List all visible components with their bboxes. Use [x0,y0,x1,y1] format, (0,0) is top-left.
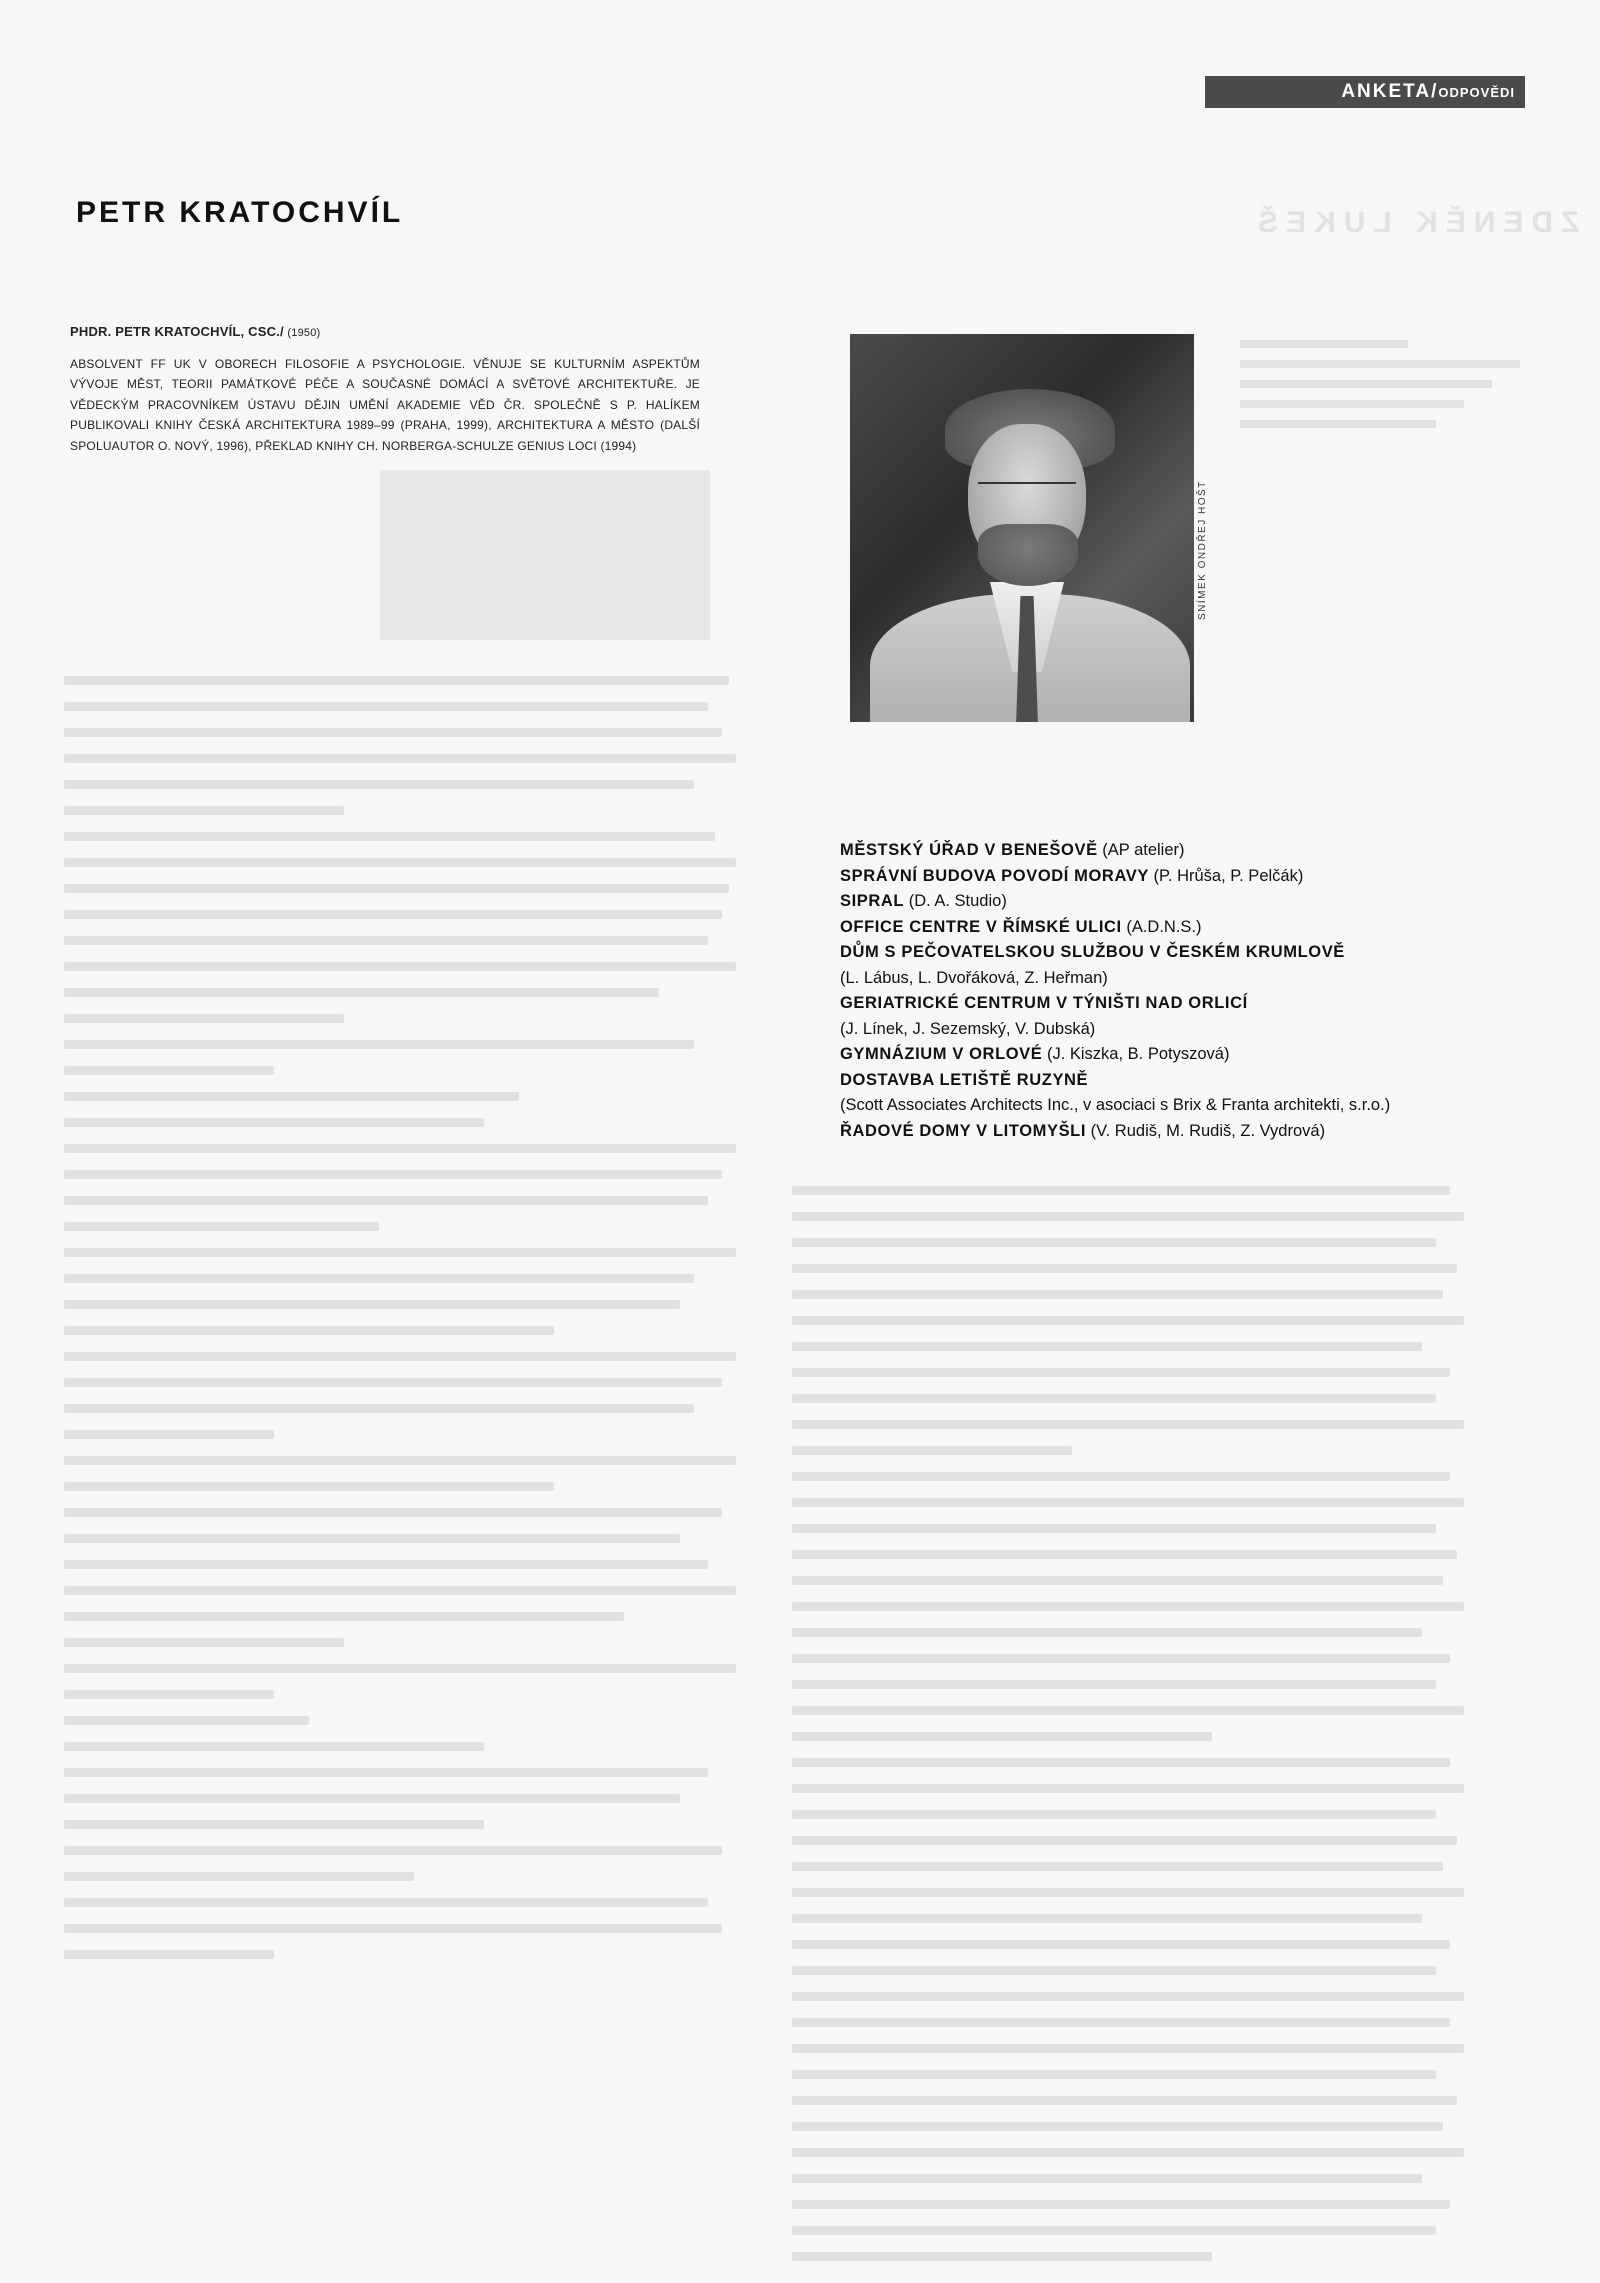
project-credit-line: (J. Línek, J. Sezemský, V. Dubská) [840,1019,1096,1038]
project-item: SIPRAL (D. A. Studio) [840,892,1007,910]
section-label-sub: ODPOVĚDI [1438,84,1515,100]
page-title: PETR KRATOCHVÍL [76,196,404,229]
bio-text: ABSOLVENT FF UK V OBORECH FILOSOFIE A PSYCHOLOGIE. VĚNUJE SE KULTURNÍM ASPEKTŮM VÝVOJE MĚST, TEORII PAMÁTKOVÉ PÉČE A SOUČASNÉ DOMÁCÍ A SVĚTOVÉ ARCHITEKTUŘE. JE VĚDECKÝM PRACOVNÍKEM ÚSTAVU DĚJIN UMĚNÍ AKADEMIE VĚD ČR. SPOLEČNĚ S P. HALÍKEM PUBLIKOVALI KNIHY ČESKÁ ARCHITEKTURA 1989–99 (PRAHA, 1999), ARCHITEKTURA A MĚSTO (DALŠÍ SPOLUAUTOR O. NOVÝ, 1996), PŘEKLAD KNIHY CH. NORBERGA-SCHULZE GENIUS LOCI (1994) [70,356,700,453]
bio-name-line [70,322,700,344]
section-label-main: ANKETA/ [1341,81,1439,102]
project-credit-line: (Scott Associates Architects Inc., v asociaci s Brix & Franta architekti, s.r.o.) [840,1096,1391,1114]
show-through-title: ZDENĚK LUKEŠ [1250,206,1580,239]
project-item: ŘADOVÉ DOMY V LITOMYŠLI (V. Rudiš, M. Rudiš, Z. Vydrová) [840,1121,1326,1140]
project-item: DŮM S PEČOVATELSKOU SLUŽBOU V ČESKÉM KRUMLOVĚ [840,943,1345,961]
portrait-photo [850,334,1194,722]
show-through-photo [380,470,710,640]
show-through-bio-lines [1240,340,1520,440]
bio-name: PHDR. PETR KRATOCHVÍL, CSC./ [70,324,284,339]
projects-list [840,838,1500,1144]
bio-year: (1950) [287,327,321,339]
project-item: OFFICE CENTRE V ŘÍMSKÉ ULICI (A.D.N.S.) [840,917,1202,936]
project-item: GERIATRICKÉ CENTRUM V TÝNIŠTI NAD ORLICÍ [840,994,1248,1012]
show-through-text-left [64,676,764,1976]
project-item: GYMNÁZIUM V ORLOVÉ (J. Kiszka, B. Potyszová) [840,1045,1230,1063]
section-label [1205,76,1525,108]
photo-credit: SNÍMEK ONDŘEJ HOŠT [1197,480,1208,620]
project-credit-line: (L. Lábus, L. Dvořáková, Z. Heřman) [840,968,1108,987]
show-through-text-right [792,1186,1492,2278]
project-item: MĚSTSKÝ ÚŘAD V BENEŠOVĚ (AP atelier) [840,841,1185,859]
project-item: DOSTAVBA LETIŠTĚ RUZYNĚ [840,1070,1089,1089]
project-item: SPRÁVNÍ BUDOVA POVODÍ MORAVY (P. Hrůša, P. Pelčák) [840,866,1304,885]
author-bio [70,322,700,456]
